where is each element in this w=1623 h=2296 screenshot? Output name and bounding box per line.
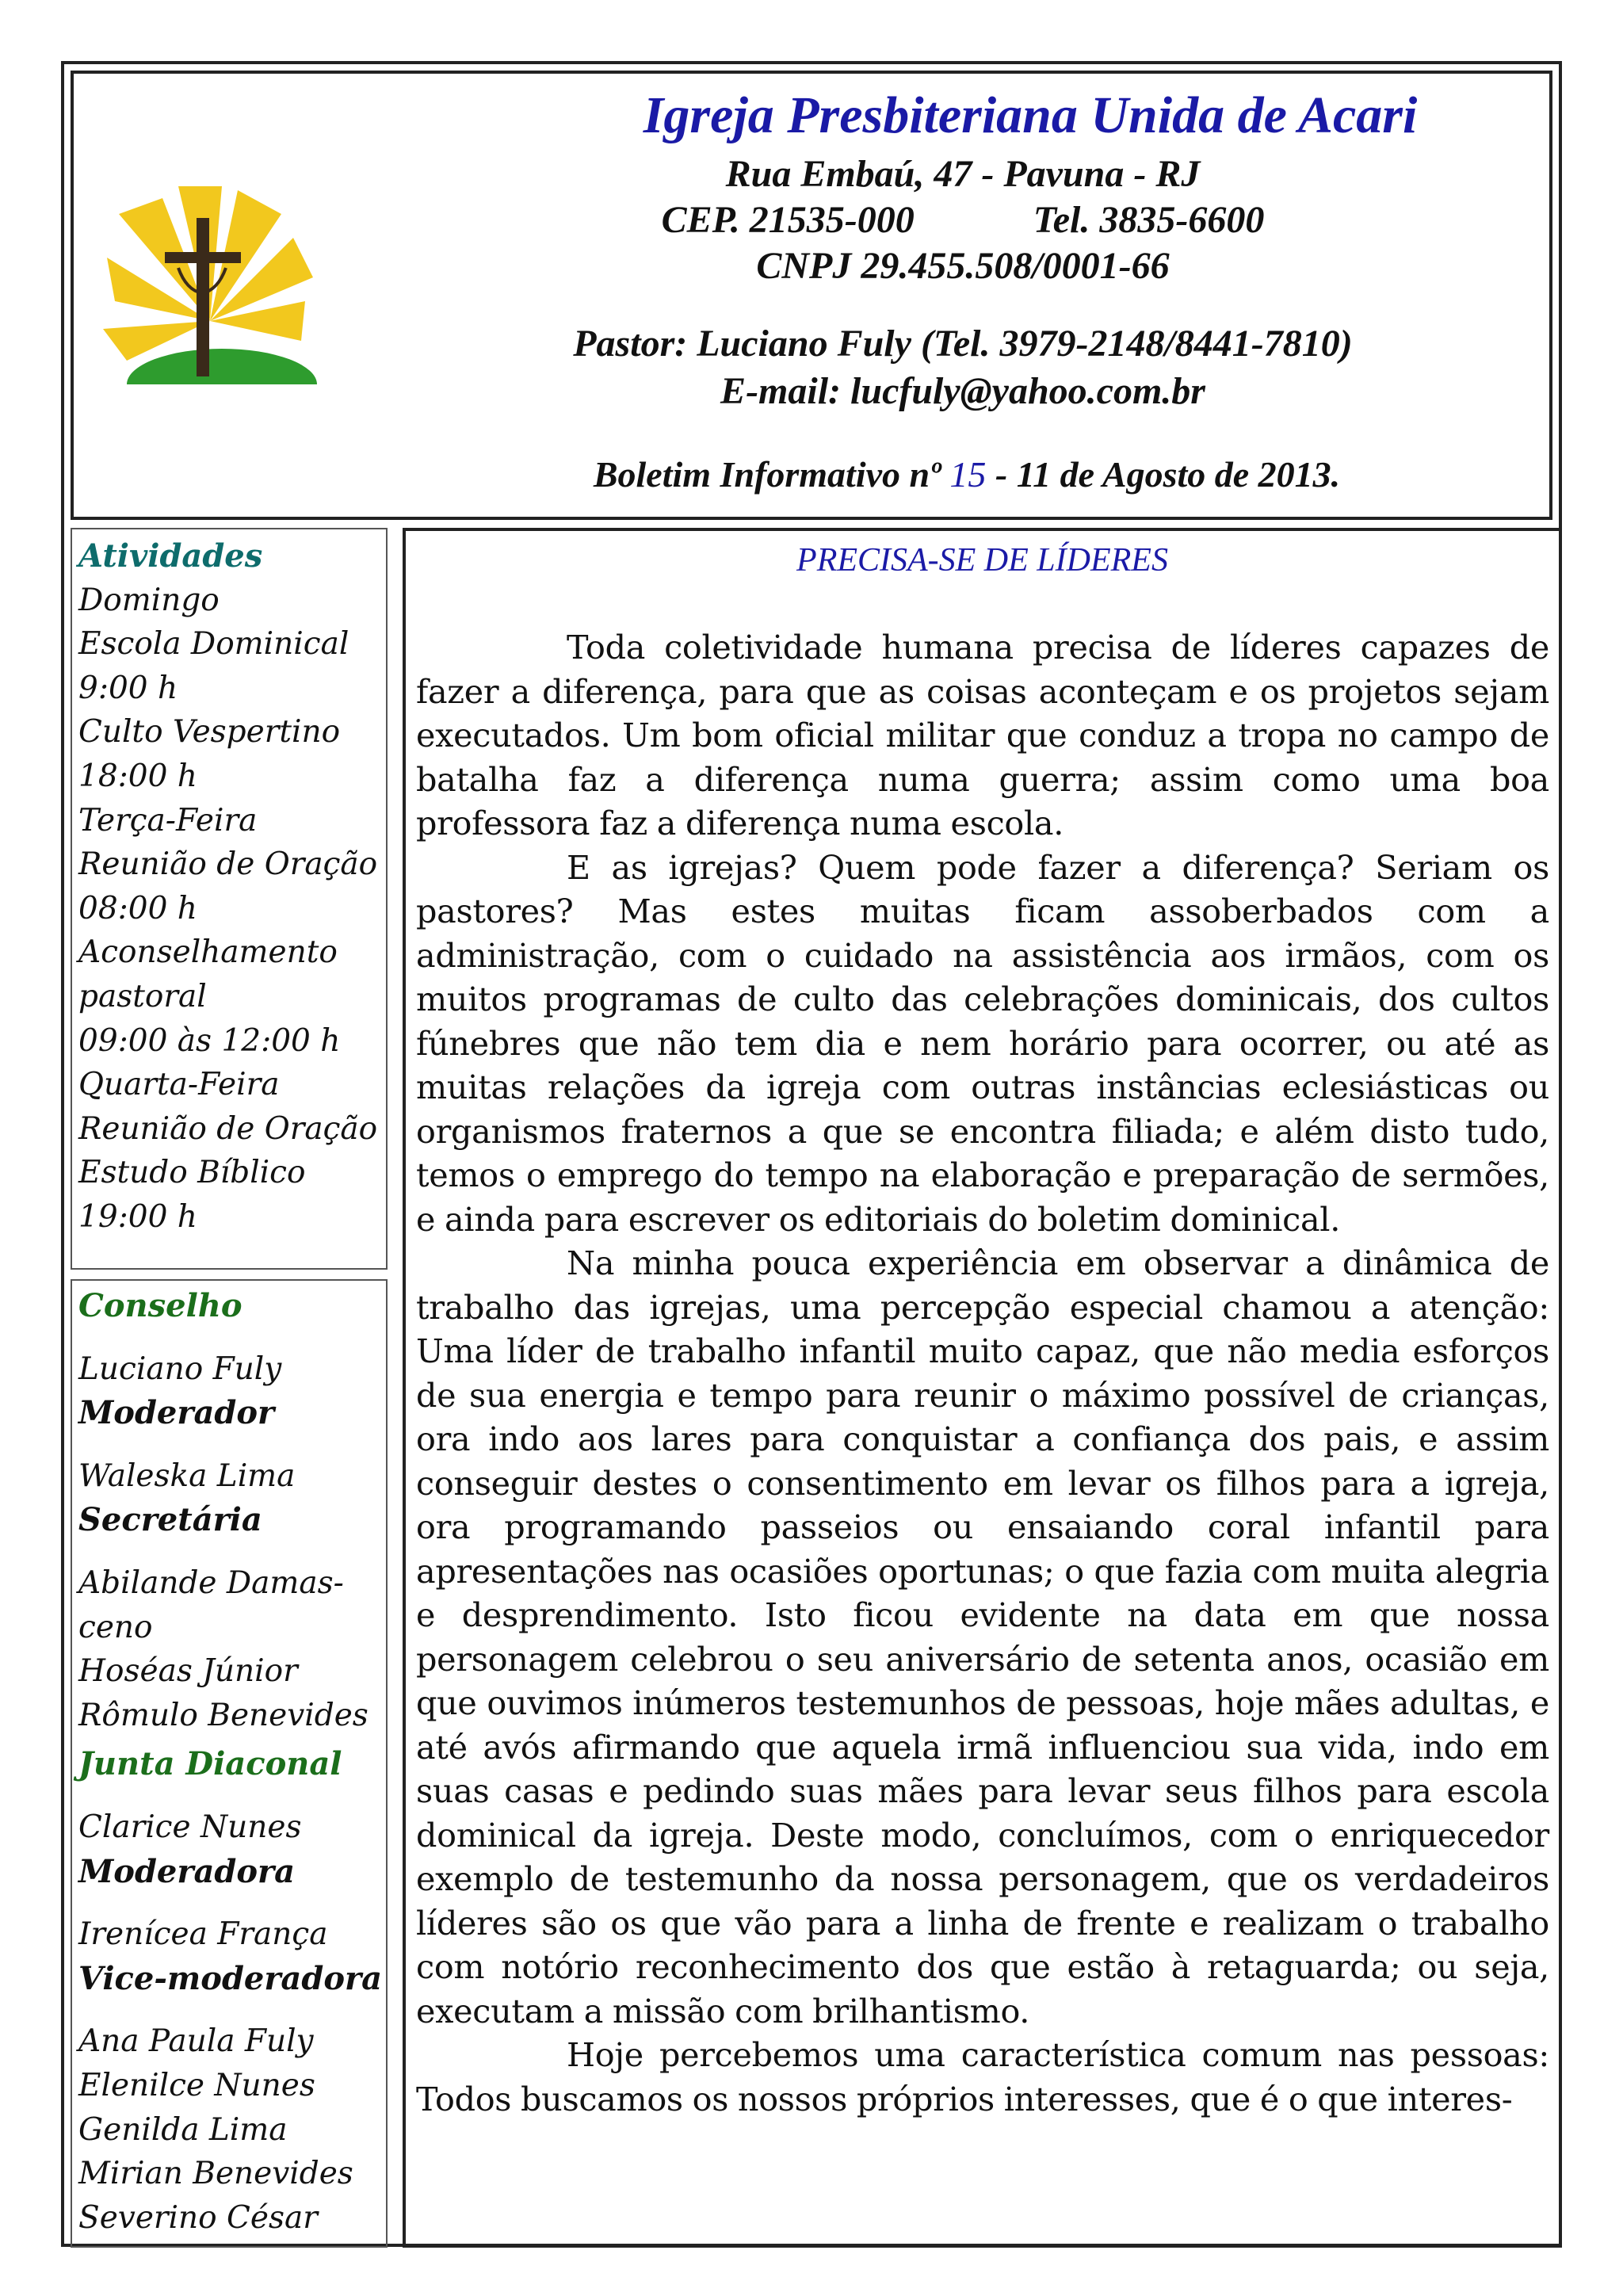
deacons-member: Mirian Benevides	[78, 2156, 353, 2192]
church-name: Igreja Presbiteriana Unida de Acari	[643, 86, 1418, 144]
deacons-member: Ana Paula Fuly	[78, 2023, 314, 2060]
bulletin-date: - 11 de Agosto de 2013.	[986, 454, 1341, 495]
activity-line: Escola Dominical	[78, 626, 349, 663]
council-secretary-role: Secretária	[78, 1501, 262, 1539]
deacons-member: Severino César	[78, 2199, 318, 2236]
activity-line: 18:00 h	[78, 758, 197, 794]
deacons-moderator-name: Clarice Nunes	[78, 1809, 302, 1845]
contact-row	[555, 198, 1371, 242]
bulletin-info	[396, 453, 1537, 495]
bulletin-number: 15	[949, 454, 987, 495]
council-moderator-name: Luciano Fuly	[78, 1350, 282, 1387]
leadership-box	[71, 1279, 388, 2248]
article-paragraph: Toda coletividade humana precisa de líderes capazes de fazer a diferença, para que as coisas aconteçam e os projetos sejam executados. Um bom oficial militar que conduz a tropa no campo de batalha faz a diferença numa guerra; assim como uma boa professora faz a diferença numa escola.	[416, 628, 1549, 842]
activity-line: Aconselhamento	[78, 934, 338, 971]
activity-line: 09:00 às 12:00 h	[78, 1022, 341, 1059]
deacons-vice-name: Irenícea França	[78, 1916, 328, 1953]
activity-line: 19:00 h	[78, 1198, 197, 1235]
council-secretary-name: Waleska Lima	[78, 1457, 296, 1494]
deacons-member: Genilda Lima	[78, 2111, 288, 2148]
church-logo-icon	[103, 182, 317, 412]
activity-line: Terça-Feira	[78, 802, 258, 839]
activity-line: 08:00 h	[78, 890, 197, 926]
church-address: Rua Embaú, 47 - Pavuna - RJ	[725, 153, 1201, 195]
article-paragraph: Hoje percebemos uma característica comum nas pessoas: Todos buscamos os nossos próprios interesses, que é o que interes-	[416, 2036, 1549, 2118]
deacons-member: Elenilce Nunes	[78, 2067, 315, 2103]
activity-line: Culto Vespertino	[78, 714, 341, 751]
council-member: Abilande Damas-	[78, 1564, 344, 1601]
activity-line: Quarta-Feira	[78, 1067, 280, 1103]
council-title: Conselho	[78, 1287, 242, 1324]
activity-line: Domingo	[78, 582, 220, 618]
bulletin-prefix: Boletim Informativo nº	[593, 454, 941, 495]
article-paragraph: E as igrejas? Quem pode fazer a diferença? Seriam os pastores? Mas estes muitas ficam assoberbados com a administração, com o cuidado na assistência aos irmãos, com os muitos programas de culto das celebrações dominicais, dos cultos fúnebres que não tem dia e nem horário para ocorrer, ou até as muitas relações da igreja com outras instâncias eclesiásticas ou organismos fraternos a que se encontra filiada; e além disto tudo, temos o emprego do tempo na elaboração e preparação de sermões, e ainda para escrever os editoriais do boletim dominical.	[416, 848, 1549, 1239]
activity-line: Reunião de Oração	[78, 1110, 378, 1147]
activities-box	[71, 528, 388, 1270]
deacons-moderator-role: Moderadora	[78, 1852, 296, 1890]
council-member: Rômulo Benevides	[78, 1697, 369, 1733]
activity-line: Estudo Bíblico	[78, 1155, 306, 1191]
activity-line: 9:00 h	[78, 670, 178, 706]
pastor-email[interactable]: E-mail: lucfuly@yahoo.com.br	[720, 370, 1205, 412]
article-body	[416, 626, 1549, 2122]
council-moderator-role: Moderador	[78, 1394, 275, 1432]
pastor-info: Pastor: Luciano Fuly (Tel. 3979-2148/8441-7810)	[573, 323, 1353, 365]
council-member: Hoséas Júnior	[78, 1653, 298, 1690]
deacons-vice-role: Vice-moderadora	[78, 1959, 382, 1997]
deacons-title: Junta Diaconal	[78, 1745, 342, 1783]
church-cnpj: CNPJ 29.455.508/0001-66	[756, 245, 1170, 287]
activities-title: Atividades	[78, 537, 263, 575]
activity-line: pastoral	[78, 978, 207, 1014]
church-phone: Tel. 3835-6600	[1033, 199, 1265, 241]
article-paragraph: Na minha pouca experiência em observar a dinâmica de trabalho das igrejas, uma percepção especial chamou a atenção: Uma líder de trabalho infantil muito capaz, que não media esforços de sua energia e tempo para reunir o máximo possível de crianças, ora indo aos lares para conquistar a confiança dos pais, e assim conseguir destes o consentimento em levar os filhos para a igreja, ora programando passeios ou ensaiando coral infantil para apresentações nas ocasiões oportunas; o que fazia com muita alegria e desprendimento. Isto ficou evidente na data em que nossa personagem celebrou o seu aniversário de setenta anos, ocasião em que ouvimos inúmeros testemunhos de pessoas, hoje mães adultas, e até avós afirmando que aquela irmã influenciou sua vida, indo em suas casas e pedindo suas mães para levar seus filhos para escola dominical da igreja. Deste modo, concluímos, com o enriquecedor exemplo de testemunho da nossa personagem, que os verdadeiros líderes são os que vão para a linha de frente e realizam o trabalho com notório reconhecimento dos que estão à retaguarda; ou seja, executam a missão com brilhantismo.	[416, 1244, 1549, 2030]
article-title: PRECISA-SE DE LÍDERES	[796, 542, 1168, 579]
church-cep: CEP. 21535-000	[661, 199, 915, 241]
council-member: ceno	[78, 1609, 153, 1645]
activity-line: Reunião de Oração	[78, 846, 378, 883]
